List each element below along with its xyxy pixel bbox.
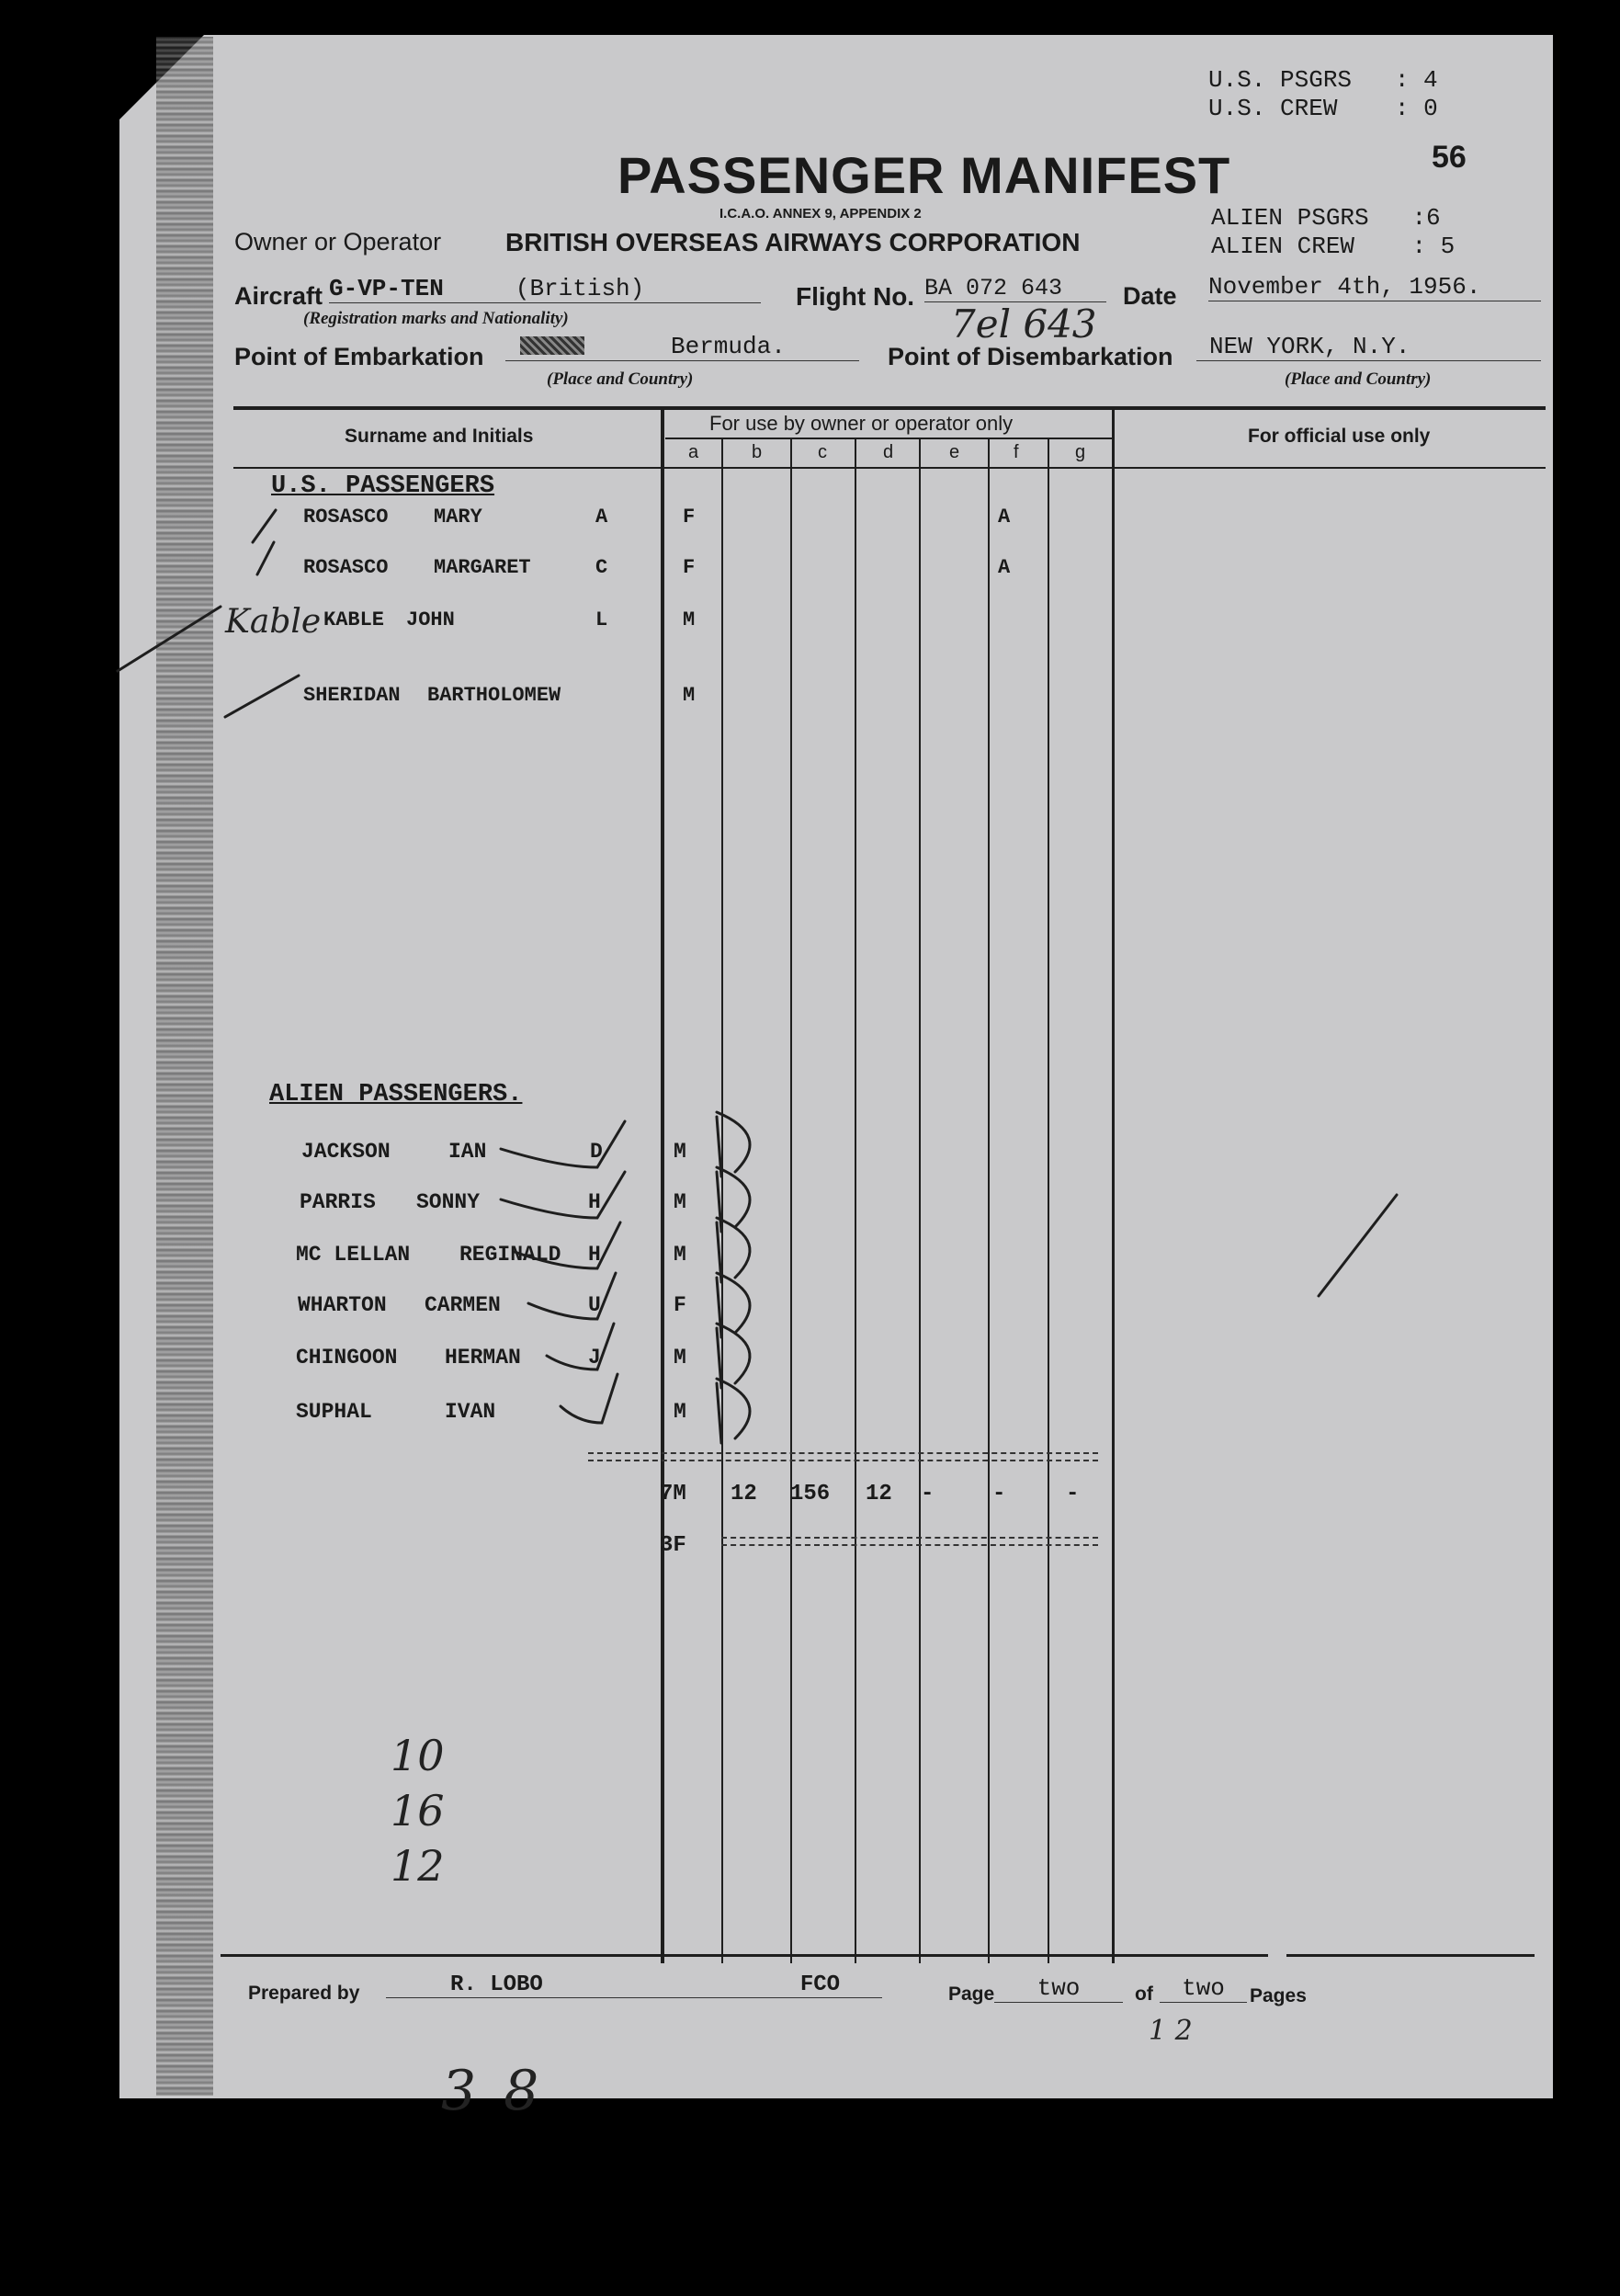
passenger-given: JOHN bbox=[406, 608, 455, 631]
total-e: - bbox=[921, 1482, 935, 1506]
column-header-b: b bbox=[752, 442, 763, 462]
passenger-surname: WHARTON bbox=[298, 1293, 387, 1317]
cell-a: F bbox=[683, 556, 696, 579]
date-label: Date bbox=[1123, 282, 1177, 310]
passenger-initial: H bbox=[588, 1243, 601, 1267]
passenger-surname: JACKSON bbox=[301, 1140, 391, 1164]
margin-note: 16 bbox=[391, 1786, 445, 1836]
total-f: - bbox=[992, 1482, 1006, 1506]
page-subtitle: I.C.A.O. ANNEX 9, APPENDIX 2 bbox=[719, 206, 922, 222]
owner-value: BRITISH OVERSEAS AIRWAYS CORPORATION bbox=[505, 228, 1081, 256]
passenger-given: SONNY bbox=[416, 1190, 481, 1214]
passenger-initial: A bbox=[595, 506, 608, 529]
cell-a: M bbox=[674, 1190, 686, 1214]
flight-value: BA 072 643 bbox=[924, 275, 1106, 302]
column-header-c: c bbox=[818, 442, 827, 462]
alien-section-heading: ALIEN PASSENGERS. bbox=[269, 1081, 523, 1108]
passenger-initial: J bbox=[588, 1346, 601, 1370]
letter-d-mark bbox=[717, 1112, 750, 1176]
count-value: : 4 bbox=[1394, 66, 1438, 94]
count-value: : 5 bbox=[1411, 233, 1456, 260]
total-d: 12 bbox=[866, 1482, 892, 1506]
total-g: - bbox=[1066, 1482, 1080, 1506]
tick-mark bbox=[501, 1172, 625, 1218]
passenger-given: MARGARET bbox=[434, 556, 531, 579]
of-value: two bbox=[1160, 1974, 1247, 2003]
aircraft-caption: (Registration marks and Nationality) bbox=[303, 309, 569, 328]
official-use-header: For official use only bbox=[1248, 426, 1431, 447]
footer-rule bbox=[221, 1954, 1268, 1957]
passenger-initial: H bbox=[588, 1190, 601, 1214]
count-value: : 0 bbox=[1394, 95, 1438, 122]
aircraft-label: Aircraft bbox=[234, 282, 323, 310]
us-section-heading: U.S. PASSENGERS bbox=[271, 472, 495, 500]
prepared-role: FCO bbox=[799, 1972, 841, 1997]
passenger-surname: ROSASCO bbox=[303, 506, 389, 529]
handwritten-name: Kable bbox=[225, 603, 322, 641]
total-a2: 3F bbox=[660, 1533, 686, 1558]
page-label: Page bbox=[948, 1983, 995, 2005]
tick-mark bbox=[528, 1273, 616, 1319]
passenger-surname: MC LELLAN bbox=[296, 1243, 411, 1267]
cell-a: F bbox=[674, 1293, 686, 1317]
column-header-e: e bbox=[949, 442, 960, 462]
count-value: :6 bbox=[1411, 204, 1441, 232]
tick-mark bbox=[501, 1121, 625, 1167]
passenger-surname: PARRIS bbox=[300, 1190, 376, 1214]
passenger-initial: U bbox=[588, 1293, 601, 1317]
passenger-surname: KABLE bbox=[323, 608, 385, 631]
pages-label: Pages bbox=[1250, 1985, 1307, 2006]
margin-note: 12 bbox=[391, 1841, 445, 1891]
cell-f: A bbox=[998, 506, 1011, 529]
total-a: 7M bbox=[660, 1482, 686, 1506]
footer-rule bbox=[1286, 1954, 1535, 1957]
tick-mark bbox=[225, 676, 299, 717]
cell-a: M bbox=[683, 684, 696, 707]
tick-mark bbox=[515, 1222, 620, 1268]
column-header-a: a bbox=[688, 442, 699, 462]
column-header-d: d bbox=[883, 442, 894, 462]
passenger-surname: CHINGOON bbox=[296, 1346, 398, 1370]
margin-notes bbox=[391, 1728, 445, 1893]
count-label: U.S. CREW bbox=[1208, 95, 1338, 122]
page-title: PASSENGER MANIFEST bbox=[617, 146, 1231, 204]
owner-use-header: For use by owner or operator only bbox=[709, 412, 1014, 435]
prepared-label: Prepared by bbox=[248, 1983, 360, 2004]
flight-label: Flight No. bbox=[796, 282, 915, 311]
prepared-value: R. LOBO bbox=[450, 1972, 543, 1997]
passenger-surname: ROSASCO bbox=[303, 556, 389, 579]
page-value: two bbox=[994, 1974, 1123, 2003]
passenger-surname: SUPHAL bbox=[296, 1400, 372, 1424]
cell-a: M bbox=[674, 1243, 686, 1267]
disembark-label: Point of Disembarkation bbox=[888, 343, 1173, 370]
count-label: ALIEN PSGRS bbox=[1211, 204, 1369, 232]
tick-mark bbox=[547, 1324, 614, 1370]
embark-value: Bermuda. bbox=[505, 333, 859, 361]
passenger-initial: C bbox=[595, 556, 608, 579]
prepared-field bbox=[386, 1972, 882, 1998]
cell-a: F bbox=[683, 506, 696, 529]
passenger-initial: D bbox=[590, 1140, 603, 1164]
passenger-given: IVAN bbox=[445, 1400, 496, 1424]
cell-a: M bbox=[683, 608, 696, 631]
cell-a: M bbox=[674, 1140, 686, 1164]
owner-label: Owner or Operator bbox=[234, 228, 442, 256]
aircraft-value: G-VP-TEN bbox=[329, 275, 444, 302]
count-label: ALIEN CREW bbox=[1211, 233, 1355, 260]
passenger-given: REGINALD bbox=[459, 1243, 561, 1267]
passenger-initial: L bbox=[595, 608, 608, 631]
pages-note: 1 2 bbox=[1149, 2015, 1193, 2047]
cell-f: A bbox=[998, 556, 1011, 579]
aircraft-nationality: (British) bbox=[515, 275, 645, 302]
passenger-given: BARTHOLOMEW bbox=[427, 684, 561, 707]
flight-handwritten: 7el 643 bbox=[951, 301, 1097, 347]
column-header-f: f bbox=[1014, 442, 1019, 462]
passenger-given: CARMEN bbox=[425, 1293, 501, 1317]
embark-label: Point of Embarkation bbox=[234, 343, 484, 370]
stamp-number: 56 bbox=[1432, 140, 1467, 175]
cell-a: M bbox=[674, 1400, 686, 1424]
official-tick-mark bbox=[1319, 1195, 1397, 1296]
tick-mark bbox=[253, 510, 276, 542]
bottom-note: 38 bbox=[441, 2059, 567, 2123]
surname-header: Surname and Initials bbox=[345, 426, 534, 447]
passenger-given: HERMAN bbox=[445, 1346, 521, 1370]
total-c: 156 bbox=[790, 1482, 831, 1506]
cell-a: M bbox=[674, 1346, 686, 1370]
passenger-given: IAN bbox=[448, 1140, 487, 1164]
passenger-given: MARY bbox=[434, 506, 482, 529]
date-value: November 4th, 1956. bbox=[1208, 273, 1541, 301]
tick-mark bbox=[118, 607, 221, 671]
tick-mark bbox=[257, 542, 274, 574]
disembark-value: NEW YORK, N.Y. bbox=[1196, 333, 1541, 361]
passenger-surname: SHERIDAN bbox=[303, 684, 401, 707]
embark-caption: (Place and Country) bbox=[547, 369, 694, 389]
tick-mark bbox=[561, 1374, 617, 1423]
count-label: U.S. PSGRS bbox=[1208, 66, 1353, 94]
disembark-caption: (Place and Country) bbox=[1285, 369, 1432, 389]
total-b: 12 bbox=[731, 1482, 757, 1506]
column-header-g: g bbox=[1075, 442, 1086, 462]
of-label: of bbox=[1135, 1983, 1153, 2005]
margin-note: 10 bbox=[391, 1731, 445, 1780]
